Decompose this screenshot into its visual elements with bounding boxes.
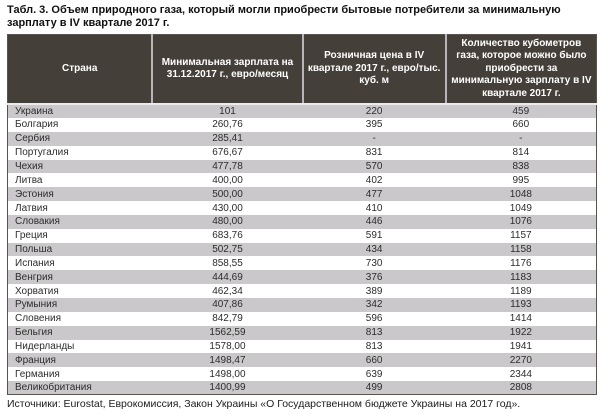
table-row	[8, 173, 597, 187]
value-cell: 342	[365, 299, 383, 311]
value-cell: 462,34	[212, 285, 243, 297]
table-row	[8, 201, 597, 215]
value-cell: 1048	[509, 188, 532, 200]
table-row	[8, 146, 597, 160]
value-cell: 1414	[509, 313, 532, 325]
table-row	[8, 326, 597, 340]
value-cell: 477,78	[212, 160, 243, 172]
value-cell: 444,69	[212, 271, 243, 283]
value-cell: 2808	[509, 382, 532, 394]
table-caption: Табл. 3. Объем природного газа, который могли приобрести бытовые потребители за минимальную зарплату в IV квартале 2017 г.	[7, 4, 561, 29]
country-cell: Литва	[15, 174, 43, 186]
table-header	[8, 35, 597, 105]
value-cell: 1076	[509, 216, 532, 228]
value-cell: 499	[365, 382, 383, 394]
country-cell: Франция	[15, 354, 56, 366]
table-row	[8, 381, 597, 395]
table-row	[8, 353, 597, 367]
value-cell: 1158	[510, 244, 532, 256]
country-cell: Португалия	[15, 147, 69, 159]
value-cell: 502,75	[212, 244, 243, 256]
country-cell: Испания	[15, 257, 55, 269]
value-cell: 813	[365, 340, 383, 352]
table-row	[8, 340, 597, 354]
value-cell: 1176	[510, 257, 532, 269]
country-cell: Украина	[15, 106, 54, 118]
country-cell: Польша	[15, 244, 53, 256]
header-gas-volume: Количество кубометров газа, которое можно было приобрести за минимальную зарплату в IV квартале 2017 г.	[446, 35, 597, 105]
table-row	[8, 256, 597, 270]
value-cell: 434	[365, 244, 383, 256]
value-cell: 596	[365, 313, 383, 325]
country-cell: Сербия	[15, 133, 51, 145]
value-cell: 676,67	[212, 147, 243, 159]
value-cell: 814	[512, 147, 530, 159]
value-cell: 1183	[510, 271, 532, 283]
country-cell: Великобритания	[15, 382, 92, 394]
value-cell: 285,41	[212, 133, 243, 145]
value-cell: 459	[512, 106, 530, 118]
value-cell: 500,00	[212, 188, 243, 200]
country-cell: Румыния	[15, 299, 58, 311]
value-cell: 389	[365, 285, 383, 297]
value-cell: 813	[365, 327, 383, 339]
table-row	[8, 215, 597, 229]
table-row	[8, 132, 597, 146]
value-cell: 446	[365, 216, 383, 228]
value-cell: 402	[365, 174, 383, 186]
value-cell: 730	[365, 257, 383, 269]
country-cell: Венгрия	[15, 271, 53, 283]
source-line: Источники: Eurostat, Еврокомиссия, Закон Украины «О Государственном бюджете Украины на 2017 год».	[7, 398, 521, 411]
header-min-wage: Минимальная зарплата на 31.12.2017 г., евро/месяц	[152, 35, 302, 105]
value-cell: 1498,47	[209, 354, 246, 366]
value-cell: 1498,00	[209, 368, 246, 380]
table-row	[8, 298, 597, 312]
value-cell: 842,79	[212, 313, 243, 325]
country-cell: Чехия	[15, 160, 44, 172]
table-row	[8, 270, 597, 284]
value-cell: 858,55	[212, 257, 243, 269]
country-cell: Нидерланды	[15, 340, 75, 352]
value-cell: 410	[365, 202, 383, 214]
table-row	[8, 243, 597, 257]
value-cell: 220	[365, 106, 383, 118]
country-cell: Словения	[15, 313, 62, 325]
value-cell: 683,76	[212, 230, 243, 242]
value-cell: 838	[512, 160, 530, 172]
value-cell: 1157	[510, 230, 532, 242]
country-cell: Эстония	[15, 188, 54, 200]
value-cell: 995	[512, 174, 530, 186]
value-cell: 2344	[509, 368, 532, 380]
value-cell: 1922	[509, 327, 532, 339]
value-cell: 1562,59	[209, 327, 246, 339]
value-cell: 395	[365, 119, 383, 131]
country-cell: Словакия	[15, 216, 60, 228]
value-cell: 407,86	[212, 299, 243, 311]
value-cell: 260,76	[212, 119, 243, 131]
value-cell: 477	[365, 188, 383, 200]
table-row	[8, 367, 597, 381]
table-row	[8, 187, 597, 201]
country-cell: Болгария	[15, 119, 59, 131]
value-cell: -	[372, 133, 376, 145]
gas-price-table	[7, 34, 597, 395]
value-cell: 101	[219, 106, 236, 118]
table-row	[8, 284, 597, 298]
value-cell: 1193	[510, 299, 532, 311]
country-cell: Бельгия	[15, 327, 53, 339]
value-cell: 400,00	[212, 174, 243, 186]
value-cell: 1400,99	[209, 382, 246, 394]
table-row	[8, 118, 597, 132]
header-row	[8, 35, 597, 105]
country-cell: Греция	[15, 230, 48, 242]
header-country: Страна	[8, 35, 153, 105]
value-cell: 831	[365, 147, 383, 159]
table-row	[8, 104, 597, 118]
value-cell: 1578,00	[209, 340, 246, 352]
value-cell: 591	[365, 230, 383, 242]
value-cell: 660	[512, 119, 530, 131]
country-cell: Хорватия	[15, 285, 59, 297]
value-cell: 1049	[509, 202, 532, 214]
table-row	[8, 160, 597, 174]
value-cell: 480,00	[212, 216, 243, 228]
country-cell: Латвия	[15, 202, 48, 214]
value-cell: 1189	[510, 285, 532, 297]
country-cell: Германия	[15, 368, 60, 380]
value-cell: 1941	[509, 340, 532, 352]
value-cell: 639	[365, 368, 383, 380]
table-body	[8, 104, 597, 395]
value-cell: 570	[365, 160, 383, 172]
value-cell: -	[519, 133, 523, 145]
value-cell: 2270	[509, 354, 532, 366]
table-row	[8, 312, 597, 326]
table-row	[8, 229, 597, 243]
value-cell: 430,00	[212, 202, 243, 214]
value-cell: 660	[365, 354, 383, 366]
header-retail-price: Розничная цена в IV квартале 2017 г., евро/тыс. куб. м	[303, 35, 446, 105]
value-cell: 376	[365, 271, 383, 283]
